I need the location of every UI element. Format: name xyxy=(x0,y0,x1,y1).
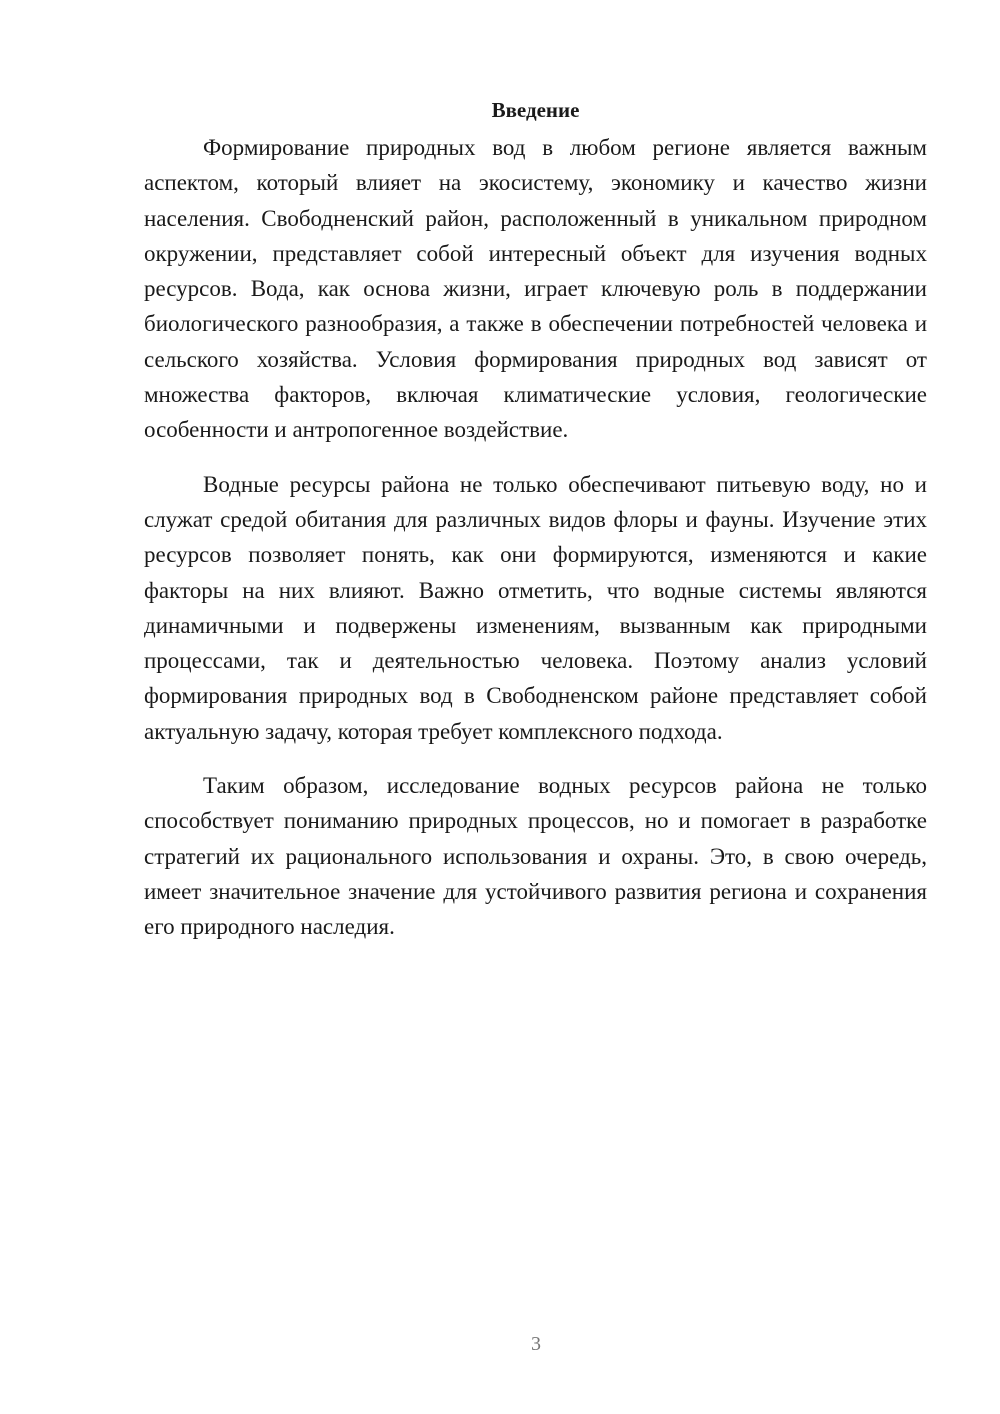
page-number: 3 xyxy=(531,1333,541,1355)
paragraph-3: Таким образом, исследование водных ресурсов района не только способствует пониманию природных процессов, но и помогает в разработке стратегий их рационального использования и охраны. Это, в свою очередь, имеет значительное значение для устойчивого развития региона и сохранения его природного наследия. xyxy=(144,773,927,940)
document-body xyxy=(144,94,927,964)
paragraph-1: Формирование природных вод в любом регионе является важным аспектом, который влияет на экосистему, экономику и качество жизни населения. Свободненский район, расположенный в уникальном природном окружении, представляет собой интересный объект для изучения водных ресурсов. Вода, как основа жизни, играет ключевую роль в поддержании биологического разнообразия, а также в обеспечении потребностей человека и сельского хозяйства. Условия формирования природных вод зависят от множества факторов, включая климатические условия, геологические особенности и антропогенное воздействие. xyxy=(144,135,927,443)
section-title: Введение xyxy=(491,98,580,122)
paragraph-2: Водные ресурсы района не только обеспечивают питьевую воду, но и служат средой обитания для различных видов флоры и фауны. Изучение этих ресурсов позволяет понять, как они формируются, изменяются и какие факторы на них влияют. Важно отметить, что водные системы являются динамичными и подвержены изменениям, вызванным как природными процессами, так и деятельностью человека. Поэтому анализ условий формирования природных вод в Свободненском районе представляет собой актуальную задачу, которая требует комплексного подхода. xyxy=(144,471,927,744)
